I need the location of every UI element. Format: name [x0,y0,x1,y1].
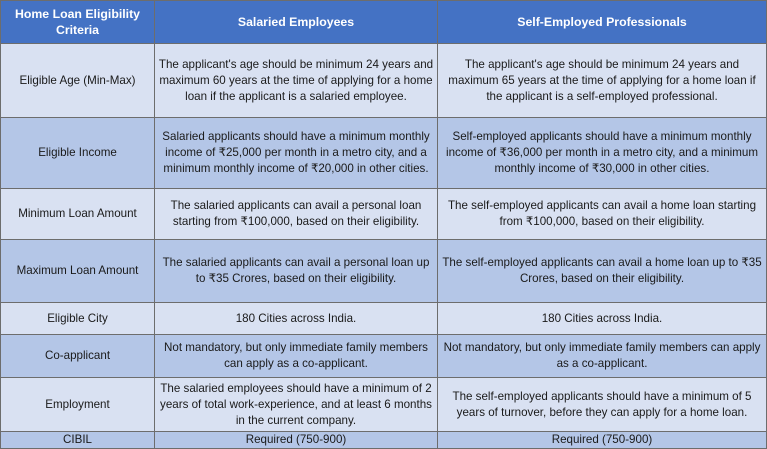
table-row [1,44,767,118]
table-row [1,303,767,335]
self-employed-cell: Required (750-900) [438,432,767,449]
self-employed-cell: The applicant's age should be minimum 24 years and maximum 65 years at the time of applying for a home loan if the applicant is a self-employed professional. [438,44,767,118]
salaried-cell: 180 Cities across India. [155,303,438,335]
table-row [1,240,767,303]
criterion-cell: Maximum Loan Amount [1,240,155,303]
self-employed-cell: The self-employed applicants can avail a home loan starting from ₹100,000, based on their eligibility. [438,189,767,240]
criterion-cell: Eligible Income [1,118,155,189]
header-salaried: Salaried Employees [155,1,438,44]
self-employed-cell: The self-employed applicants can avail a home loan up to ₹35 Crores, based on their eligibility. [438,240,767,303]
self-employed-cell: The self-employed applicants should have a minimum of 5 years of turnover, before they can apply for a home loan. [438,378,767,432]
table-row [1,335,767,378]
criterion-cell: Eligible City [1,303,155,335]
header-row [1,1,767,44]
table-row [1,378,767,432]
self-employed-cell: Self-employed applicants should have a minimum monthly income of ₹36,000 per month in a metro city, and a minimum monthly income of ₹30,000 in other cities. [438,118,767,189]
criterion-cell: Eligible Age (Min-Max) [1,44,155,118]
header-self-employed: Self-Employed Professionals [438,1,767,44]
table-row [1,118,767,189]
salaried-cell: Required (750-900) [155,432,438,449]
table-row [1,432,767,449]
salaried-cell: The salaried applicants can avail a personal loan starting from ₹100,000, based on their eligibility. [155,189,438,240]
salaried-cell: The salaried employees should have a minimum of 2 years of total work-experience, and at least 6 months in the current company. [155,378,438,432]
criterion-cell: Minimum Loan Amount [1,189,155,240]
self-employed-cell: 180 Cities across India. [438,303,767,335]
table-row [1,189,767,240]
salaried-cell: Salaried applicants should have a minimum monthly income of ₹25,000 per month in a metro city, and a minimum monthly income of ₹20,000 in other cities. [155,118,438,189]
header-criteria: Home Loan Eligibility Criteria [1,1,155,44]
criterion-cell: Employment [1,378,155,432]
salaried-cell: The salaried applicants can avail a personal loan up to ₹35 Crores, based on their eligibility. [155,240,438,303]
self-employed-cell: Not mandatory, but only immediate family members can apply as a co-applicant. [438,335,767,378]
criterion-cell: Co-applicant [1,335,155,378]
salaried-cell: The applicant's age should be minimum 24 years and maximum 60 years at the time of applying for a home loan if the applicant is a salaried employee. [155,44,438,118]
salaried-cell: Not mandatory, but only immediate family members can apply as a co-applicant. [155,335,438,378]
criterion-cell: CIBIL [1,432,155,449]
